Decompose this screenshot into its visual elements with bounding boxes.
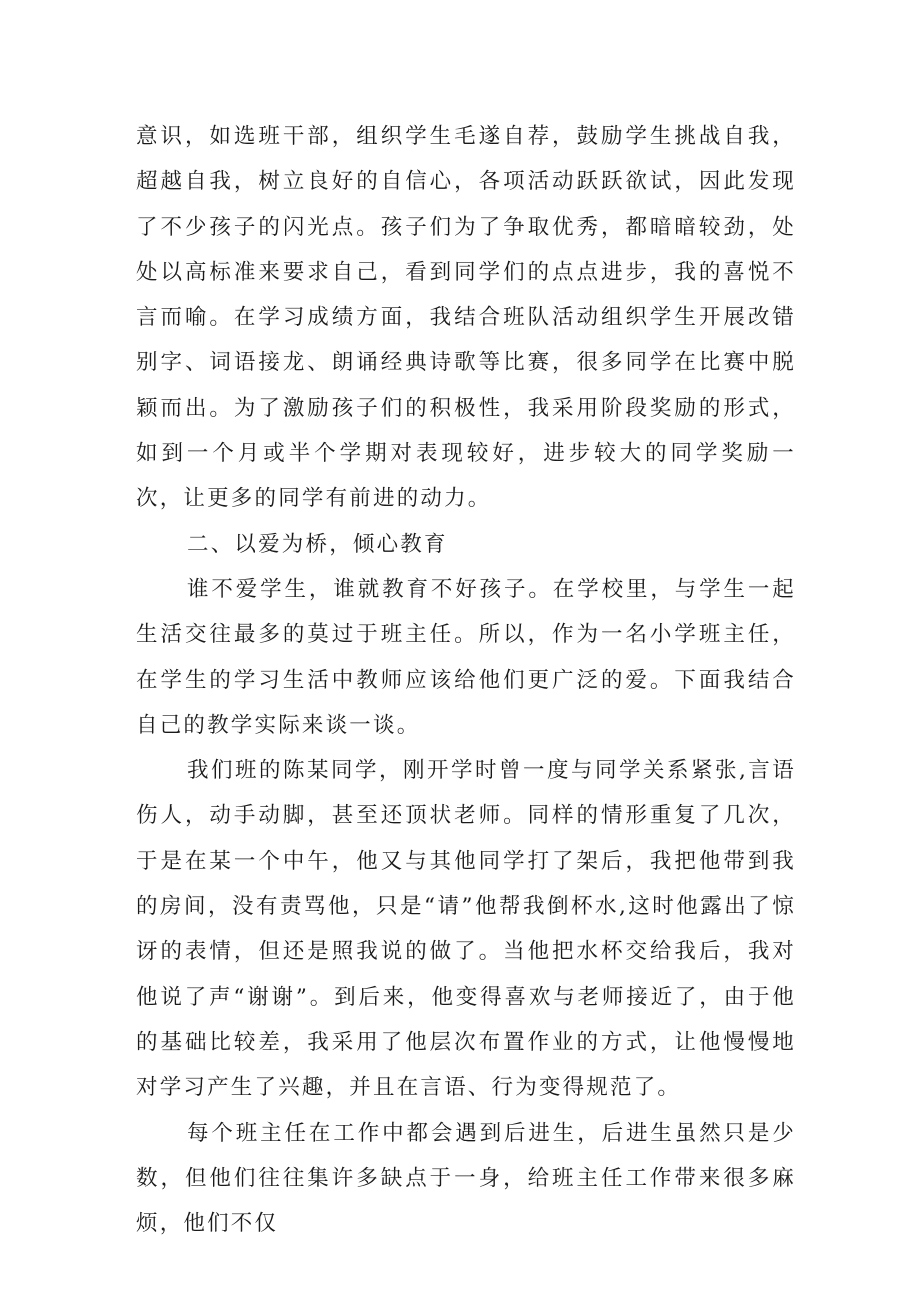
document-body [136,114,796,1246]
paragraph-continued: 意识，如选班干部，组织学生毛遂自荐，鼓励学生挑战自我，超越自我，树立良好的自信心，各项活动跃跃欲试，因此发现了不少孩子的闪光点。孩子们为了争取优秀，都暗暗较劲，处处以高标准来要求自己，看到同学们的点点进步，我的喜悦不言而喻。在学习成绩方面，我结合班队活动组织学生开展改错别字、词语接龙、朗诵经典诗歌等比赛，很多同学在比赛中脱颖而出。为了激励孩子们的积极性，我采用阶段奖励的形式，如到一个月或半个学期对表现较好，进步较大的同学奖励一次，让更多的同学有前进的动力。 [136,124,796,512]
section-heading: 二、以爱为桥，倾心教育 [187,531,448,557]
paragraph-struggling-students: 每个班主任在工作中都会遇到后进生，后进生虽然只是少数，但他们往往集许多缺点于一身，给班主任工作带来很多麻烦，他们不仅 [136,1120,796,1237]
paragraph-love-students: 谁不爱学生，谁就教育不好孩子。在学校里，与学生一起生活交往最多的莫过于班主任。所以，作为一名小学班主任，在学生的学习生活中教师应该给他们更广泛的爱。下面我结合自己的教学实际来谈一谈。 [136,576,796,738]
paragraph-student-case: 我们班的陈某同学，刚开学时曾一度与同学关系紧张,言语伤人，动手动脚，甚至还顶状老师。同样的情形重复了几次，于是在某一个中午，他又与其他同学打了架后，我把他带到我的房间，没有责骂他，只是“请”他帮我倒杯水,这时他露出了惊讶的表情，但还是照我说的做了。当他把水杯交给我后，我对他说了声“谢谢”。到后来，他变得喜欢与老师接近了，由于他的基础比较差，我采用了他层次布置作业的方式，让他慢慢地对学习产生了兴趣，并且在言语、行为变得规范了。 [136,758,796,1101]
